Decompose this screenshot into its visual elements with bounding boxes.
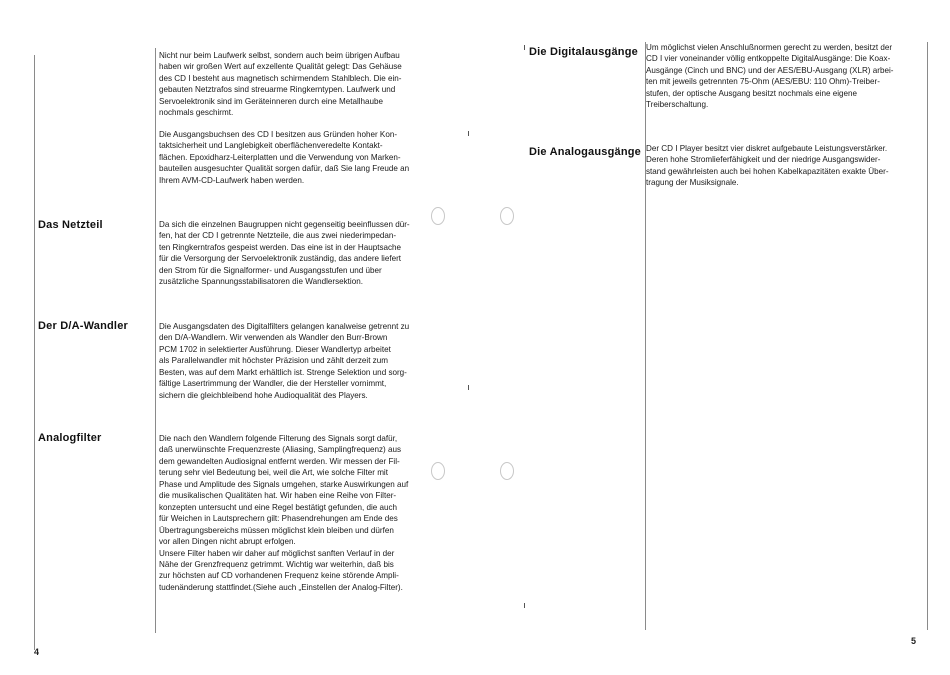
page-number-right: 5 [911, 636, 917, 646]
right-column-rule [645, 42, 646, 630]
section-body-da-wandler: Die Ausgangsdaten des Digitalfilters gelangen kanalweise getrennt zu den D/A-Wandlern. Wir verwenden als Wandler den Burr-Brown PCM 1702 in selektierter Ausführung. Dieser Wandlertyp arbeitet als Parallelwandler mit höchster Präzision und zählt derzeit zum Besten, was auf dem Markt erhältlich ist. Strenge Selektion und sorg- fältige Lasertrimmung der Wandler, die der Hersteller vornimmt, sichern die gleichbleibend hohe Audioqualität des Players. [159, 322, 410, 400]
page-number-left: 4 [34, 647, 40, 657]
section-body-analogausgaenge: Der CD I Player besitzt vier diskret aufgebaute Leistungsverstärker. Deren hohe Stromlieferfähigkeit und der niedrige Ausgangswider- stand gewährleisten auch bei hohen Kabelkapazitäten exakte Über- tragung der Musiksignale. [646, 144, 889, 188]
fold-mark-icon [524, 603, 525, 608]
fold-mark-icon [468, 131, 469, 136]
intro-paragraph-2: Die Ausgangsbuchsen des CD I besitzen aus Gründen hoher Kon- taktsicherheit und Langlebigkeit oberflächenveredelte Kontakt- flächen. Epoxidharz-Leiterplatten und die Verwendung von Marken- bauteilen ausgesuchter Qualität sorgen dafür, daß Sie lang Freude an Ihrem AVM-CD-Laufwerk haben werden. [159, 130, 410, 185]
section-heading-digitalausgaenge: Die Digitalausgänge [529, 46, 638, 58]
right-margin-rule [927, 42, 928, 630]
binder-hole-icon [431, 207, 445, 225]
section-body-netzteil: Da sich die einzelnen Baugruppen nicht gegenseitig beeinflussen dür- fen, hat der CD I getrennte Netzteile, die aus zwei niederimpedan- ten Ringkerntrafos gespeist werden. Das eine ist in der Hauptsache für die Versorgung der Servoelektronik zuständig, das andere liefert den Strom für die Signalformer- und Ausgangsstufen und über zusätzliche Spannungsstabilisatoren die Wandlersektion. [159, 220, 410, 287]
section-heading-analogausgaenge: Die Analogausgänge [529, 146, 641, 158]
section-heading-netzteil: Das Netzteil [38, 219, 103, 231]
binder-hole-icon [431, 462, 445, 480]
right-page [475, 0, 950, 675]
fold-mark-icon [524, 45, 525, 50]
left-margin-rule [34, 55, 35, 650]
section-heading-analogfilter: Analogfilter [38, 432, 102, 444]
binder-hole-icon [500, 462, 514, 480]
fold-mark-icon [468, 385, 469, 390]
binder-hole-icon [500, 207, 514, 225]
intro-paragraph-1: Nicht nur beim Laufwerk selbst, sondern auch beim übrigen Aufbau haben wir großen Wert auf exzellente Qualität gelegt: Das Gehäuse des CD I besteht aus magnetisch schirmendem Stahlblech. Die ein- gebauten Netztrafos sind streuarme Ringkerntypen. Laufwerk und Servoelektronik sind im Geräteinneren durch eine Metallhaube nochmals geschirmt. [159, 51, 402, 118]
left-column-rule [155, 48, 156, 633]
section-body-digitalausgaenge: Um möglichst vielen Anschlußnormen gerecht zu werden, besitzt der CD I vier voneinander völlig entkoppelte DigitalAusgänge: Die Koax- Ausgänge (Cinch und BNC) und der AES/EBU-Ausgang (XLR) arbei- ten mit jeweils getrennten 75-Ohm (AES/EBU: 110 Ohm)-Treiber- stufen, der optische Ausgang besitzt nochmals eine eigene Treiberschaltung. [646, 43, 894, 110]
section-body-analogfilter: Die nach den Wandlern folgende Filterung des Signals sorgt dafür, daß unerwünschte Frequenzreste (Aliasing, Samplingfrequenz) aus dem gewandelten Audiosignal entfernt werden. Wir messen der Fil- terung sehr viel Bedeutung bei, weil die Art, wie solche Filter mit Phase und Amplitude des Signals umgehen, starke Auswirkungen auf die musikalischen Qualitäten hat. Wir haben eine Reihe von Filter- konzepten untersucht und eine Regel bestätigt gefunden, die auch für Weichen in Lautsprechern gilt: Phasendrehungen am Ende des Übertragungsbereichs müssen möglichst klein bleiben und dürfen vor allen Dingen nicht abrupt erfolgen. Unsere Filter haben wir daher auf möglichst sanften Verlauf in der Nähe der Grenzfrequenz getrimmt. Wichtig war weiterhin, daß bis zur höchsten auf CD vorhandenen Frequenz keine störende Ampli- tudenänderung stattfindet.(Siehe auch „Einstellen der Analog-Filter). [159, 434, 409, 592]
section-heading-da-wandler: Der D/A-Wandler [38, 320, 128, 332]
